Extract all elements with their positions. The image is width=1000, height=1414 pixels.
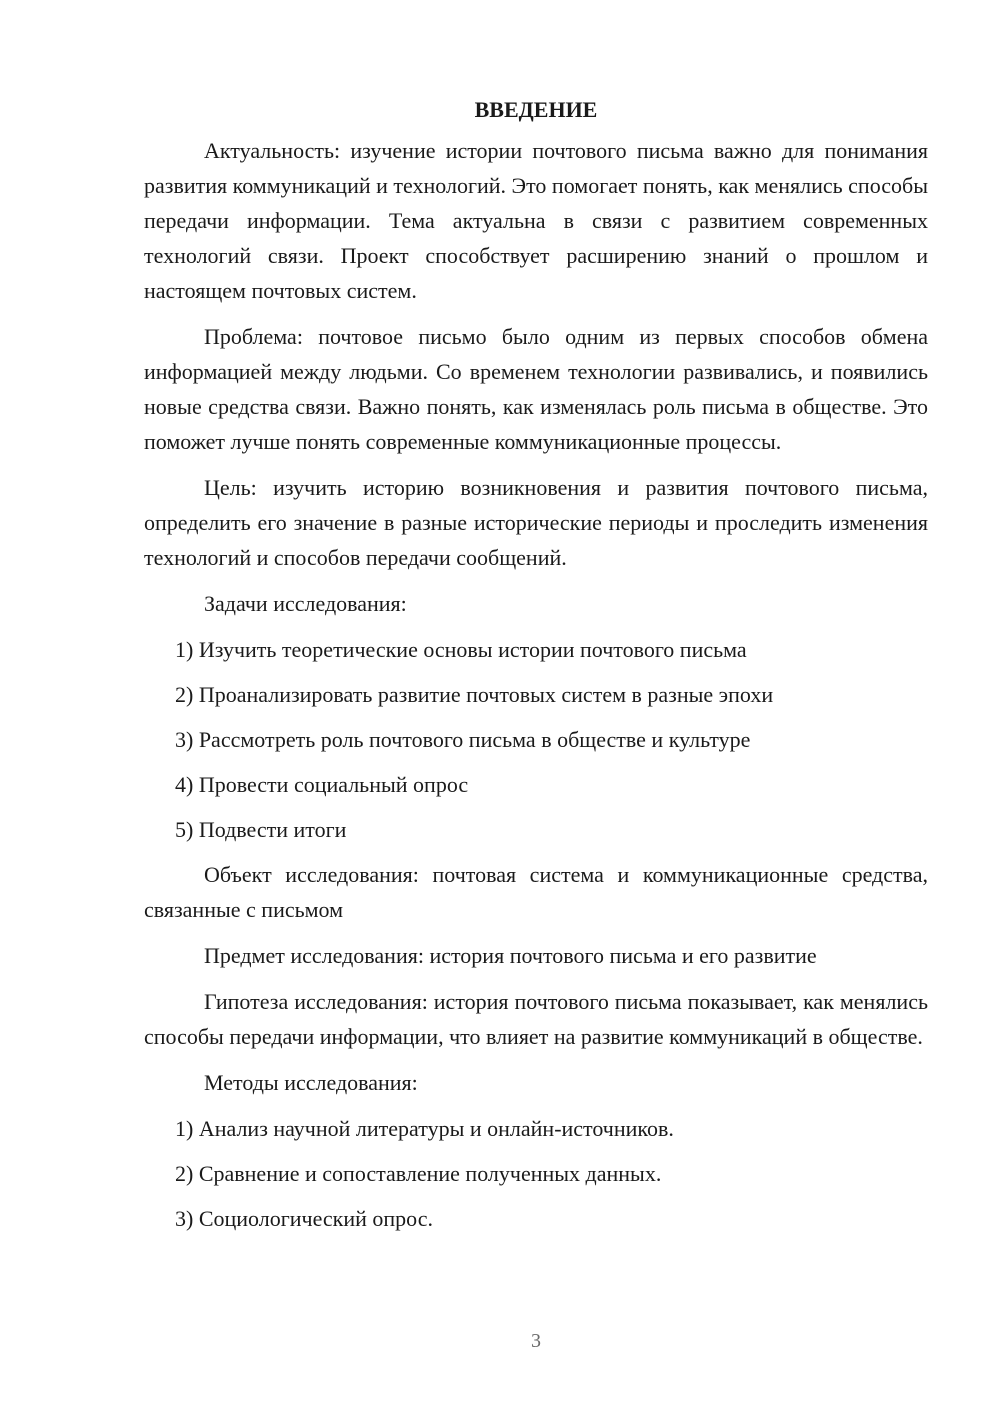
section-heading: ВВЕДЕНИЕ — [474, 97, 598, 122]
list-item: 4) Провести социальный опрос — [175, 772, 469, 797]
hypothesis-paragraph: Гипотеза исследования: история почтового письма показывает, как менялись способы передачи информации, что влияет на развитие коммуникаций в обществе. — [144, 989, 928, 1049]
methods-label: Методы исследования: — [204, 1070, 418, 1095]
tasks-list — [144, 632, 928, 847]
document-body — [144, 92, 928, 1246]
tasks-label: Задачи исследования: — [204, 591, 407, 616]
page-number: 3 — [531, 1330, 541, 1352]
list-item: 2) Проанализировать развитие почтовых систем в разные эпохи — [175, 682, 774, 707]
list-item: 2) Сравнение и сопоставление полученных данных. — [175, 1161, 662, 1186]
subject-paragraph: Предмет исследования: история почтового письма и его развитие — [204, 943, 817, 968]
goal-paragraph: Цель: изучить историю возникновения и развития почтового письма, определить его значение в разные исторические периоды и проследить изменения технологий и способов передачи сообщений. — [144, 475, 928, 570]
object-paragraph: Объект исследования: почтовая система и коммуникационные средства, связанные с письмом — [144, 862, 928, 922]
list-item: 1) Изучить теоретические основы истории почтового письма — [175, 637, 747, 662]
list-item: 1) Анализ научной литературы и онлайн-источников. — [175, 1116, 674, 1141]
problem-paragraph: Проблема: почтовое письмо было одним из первых способов обмена информацией между людьми. Со временем технологии развивались, и появились новые средства связи. Важно понять, как изменялась роль письма в обществе. Это поможет лучше понять современные коммуникационные процессы. — [144, 324, 928, 454]
relevance-paragraph: Актуальность: изучение истории почтового письма важно для понимания развития коммуникаций и технологий. Это помогает понять, как менялись способы передачи информации. Тема актуальна в связи с развитием современных технологий связи. Проект способствует расширению знаний о прошлом и настоящем почтовых систем. — [144, 138, 928, 303]
list-item: 3) Социологический опрос. — [175, 1206, 433, 1231]
list-item: 5) Подвести итоги — [175, 817, 347, 842]
methods-list — [144, 1111, 928, 1236]
list-item: 3) Рассмотреть роль почтового письма в обществе и культуре — [175, 727, 751, 752]
